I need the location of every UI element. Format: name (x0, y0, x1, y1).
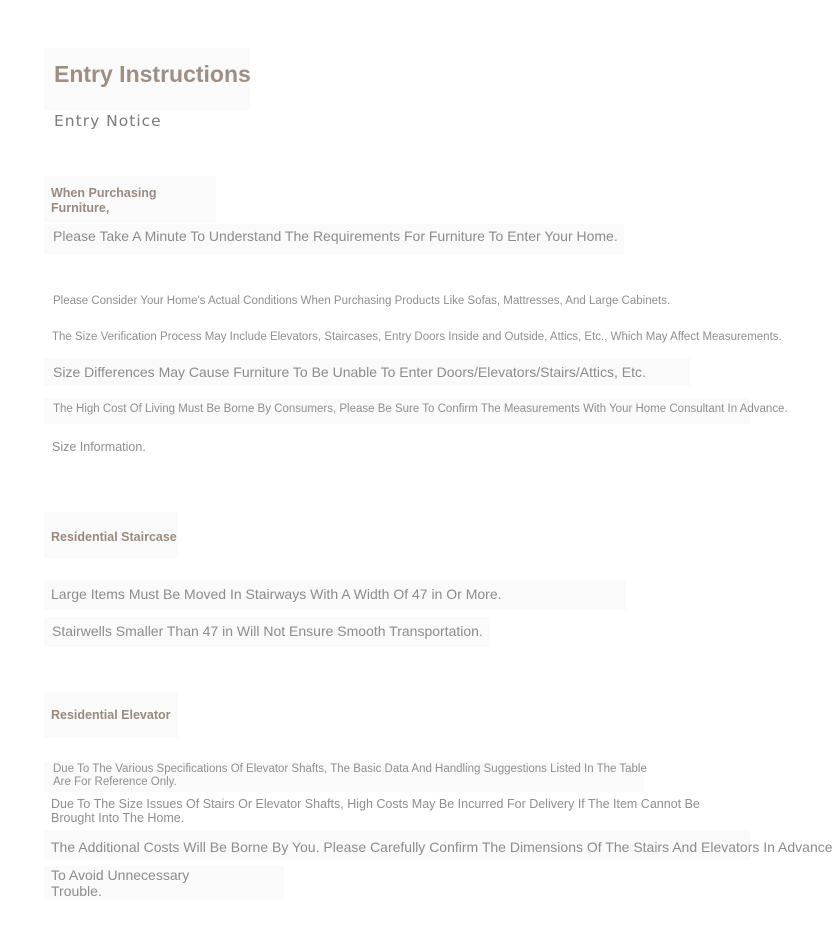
purchasing-line-4: The High Cost Of Living Must Be Borne By Consumers, Please Be Sure To Confirm The Measurements With Your Home Consultant In Advance. (53, 403, 788, 415)
staircase-heading: Residential Staircase (51, 530, 177, 544)
page-title: Entry Instructions (54, 61, 251, 87)
purchasing-intro: Please Take A Minute To Understand The Requirements For Furniture To Enter Your Home. (53, 228, 618, 244)
elevator-line-1: Due To The Various Specifications Of Elevator Shafts, The Basic Data And Handling Suggestions Listed In The Table Are For Reference Only. (53, 763, 647, 788)
elevator-line-4: To Avoid Unnecessary Trouble. (51, 867, 190, 899)
elevator-line-3: The Additional Costs Will Be Borne By You. Please Carefully Confirm The Dimensions Of The Stairs And Elevators In Advance (51, 839, 833, 855)
purchasing-line-5: Size Information. (52, 440, 146, 454)
purchasing-heading: When Purchasing Furniture, (51, 186, 157, 215)
staircase-line-2: Stairwells Smaller Than 47 in Will Not Ensure Smooth Transportation. (52, 623, 483, 639)
staircase-line-1: Large Items Must Be Moved In Stairways With A Width Of 47 in Or More. (51, 586, 502, 602)
purchasing-line-2: The Size Verification Process May Include Elevators, Staircases, Entry Doors Inside and Outside, Attics, Etc., Which May Affect Measurements. (52, 331, 782, 343)
purchasing-line-1: Please Consider Your Home's Actual Conditions When Purchasing Products Like Sofas, Mattresses, And Large Cabinets. (53, 295, 671, 307)
page-subtitle: Entry Notice (54, 112, 162, 130)
purchasing-line-3: Size Differences May Cause Furniture To Be Unable To Enter Doors/Elevators/Stairs/Attics, Etc. (53, 364, 646, 380)
elevator-line-2: Due To The Size Issues Of Stairs Or Elevator Shafts, High Costs May Be Incurred For Delivery If The Item Cannot Be Brought Into The Home. (51, 797, 700, 825)
elevator-heading: Residential Elevator (51, 708, 171, 722)
